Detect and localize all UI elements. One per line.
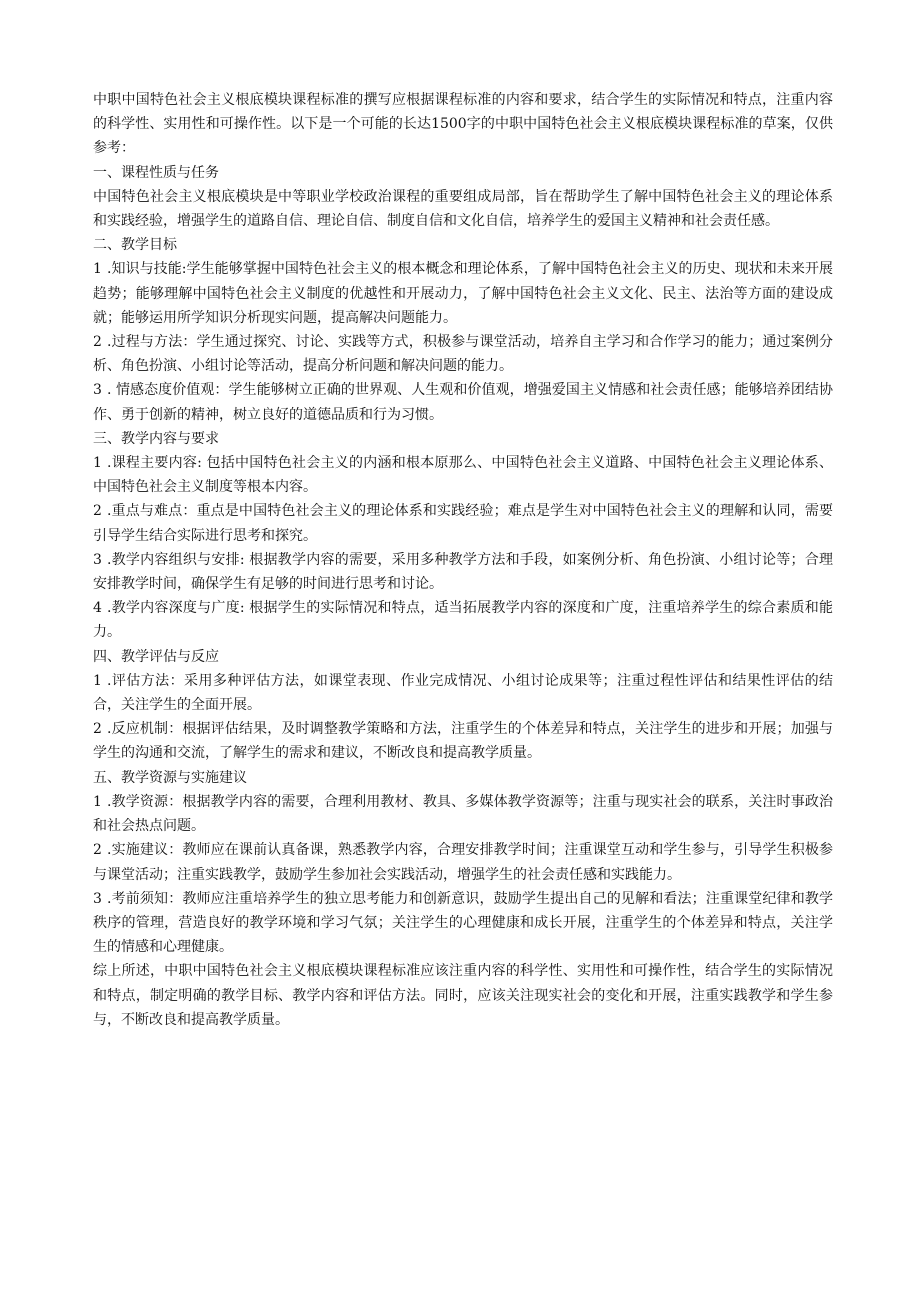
item-text: .课程主要内容: 包括中国特色社会主义的内涵和根本原那么、中国特色社会主义道路、中国特色社会主义理论体系、中国特色社会主义制度等根本内容。 (93, 455, 833, 496)
item-text: .教学资源：根据教学内容的需要，合理利用教材、教具、多媒体教学资源等；注重与现实社会的联系，关注时事政治和社会热点问题。 (93, 793, 833, 835)
list-item (93, 717, 833, 765)
section-1-heading: 一、课程性质与任务 (93, 164, 219, 181)
list-item (93, 257, 833, 330)
item-number: 1 (93, 672, 102, 689)
item-number: 2 (93, 503, 102, 520)
item-number: 1 (93, 793, 102, 810)
item-text: .实施建议：教师应在课前认真备课，熟悉教学内容，合理安排教学时间；注重课堂互动和学生参与，引导学生积极参与课堂活动；注重实践教学，鼓励学生参加社会实践活动，增强学生的社会责任感和实践能力。 (93, 842, 833, 883)
section-5-heading: 五、教学资源与实施建议 (93, 769, 247, 786)
item-number: 3 (93, 551, 102, 568)
list-item (93, 669, 833, 717)
list-item (93, 378, 833, 426)
item-text: .重点与难点：重点是中国特色社会主义的理论体系和实践经验；难点是学生对中国特色社会主义的理解和认同，需要引导学生结合实际进行思考和探究。 (93, 503, 833, 544)
list-item (93, 790, 833, 838)
list-item (93, 596, 833, 644)
item-text: .反应机制：根据评估结果，及时调整教学策略和方法，注重学生的个体差异和特点，关注学生的进步和开展；加强与学生的沟通和交流，了解学生的需求和建议，不断改良和提高教学质量。 (93, 721, 833, 762)
item-number: 3 (93, 890, 102, 907)
item-text: .过程与方法：学生通过探究、讨论、实践等方式，积极参与课堂活动，培养自主学习和合作学习的能力；通过案例分析、角色扮演、小组讨论等活动，提高分析问题和解决问题的能力。 (93, 334, 833, 375)
list-item (93, 548, 833, 596)
item-number: 3 (93, 382, 102, 399)
item-text: . 情感态度价值观：学生能够树立正确的世界观、人生观和价值观，增强爱国主义情感和社会责任感；能够培养团结协作、勇于创新的精神，树立良好的道德品质和行为习惯。 (93, 382, 833, 423)
section-3-heading: 三、教学内容与要求 (93, 430, 219, 447)
item-number: 2 (93, 721, 102, 738)
item-number: 1 (93, 455, 102, 472)
section-2-heading: 二、教学目标 (93, 237, 177, 254)
item-number: 1 (93, 261, 102, 278)
document-page (93, 88, 833, 1032)
list-item (93, 499, 833, 547)
section-4-heading: 四、教学评估与反应 (93, 648, 219, 665)
item-number: 2 (93, 842, 102, 859)
list-item (93, 451, 833, 499)
list-item (93, 887, 833, 960)
item-number: 2 (93, 334, 102, 351)
item-text: .教学内容深度与广度: 根据学生的实际情况和特点，适当拓展教学内容的深度和广度，注重培养学生的综合素质和能力。 (93, 600, 833, 641)
intro-paragraph: 中职中国特色社会主义根底模块课程标准的撰写应根据课程标准的内容和要求，结合学生的实际情况和特点，注重内容的科学性、实用性和可操作性。以下是一个可能的长达1500字的中职中国特色社会主义根底模块课程标准的草案，仅供参考： (93, 92, 833, 157)
item-text: .评估方法：采用多种评估方法，如课堂表现、作业完成情况、小组讨论成果等；注重过程性评估和结果性评估的结合，关注学生的全面开展。 (93, 672, 833, 714)
item-text: .知识与技能:学生能够掌握中国特色社会主义的根本概念和理论体系，了解中国特色社会主义的历史、现状和未来开展趋势；能够理解中国特色社会主义制度的优越性和开展动力，了解中国特色社会主义文化、民主、法治等方面的建设成就；能够运用所学知识分析现实问题，提高解决问题能力。 (93, 261, 833, 326)
item-number: 4 (93, 600, 102, 617)
conclusion-paragraph: 综上所述，中职中国特色社会主义根底模块课程标准应该注重内容的科学性、实用性和可操作性，结合学生的实际情况和特点，制定明确的教学目标、教学内容和评估方法。同时，应该关注现实社会的变化和开展，注重实践教学和学生参与，不断改良和提高教学质量。 (93, 963, 833, 1028)
list-item (93, 838, 833, 886)
item-text: .考前须知：教师应注重培养学生的独立思考能力和创新意识，鼓励学生提出自己的见解和看法；注重课堂纪律和教学秩序的管理，营造良好的教学环境和学习气氛；关注学生的心理健康和成长开展，注重学生的个体差异和特点，关注学生的情感和心理健康。 (93, 890, 833, 956)
list-item (93, 330, 833, 378)
item-text: .教学内容组织与安排: 根据教学内容的需要，采用多种教学方法和手段，如案例分析、角色扮演、小组讨论等；合理安排教学时间，确保学生有足够的时间进行思考和讨论。 (93, 551, 833, 593)
section-1-paragraph: 中国特色社会主义根底模块是中等职业学校政治课程的重要组成局部，旨在帮助学生了解中国特色社会主义的理论体系和实践经验，增强学生的道路自信、理论自信、制度自信和文化自信，培养学生的爱国主义精神和社会责任感。 (93, 188, 833, 230)
